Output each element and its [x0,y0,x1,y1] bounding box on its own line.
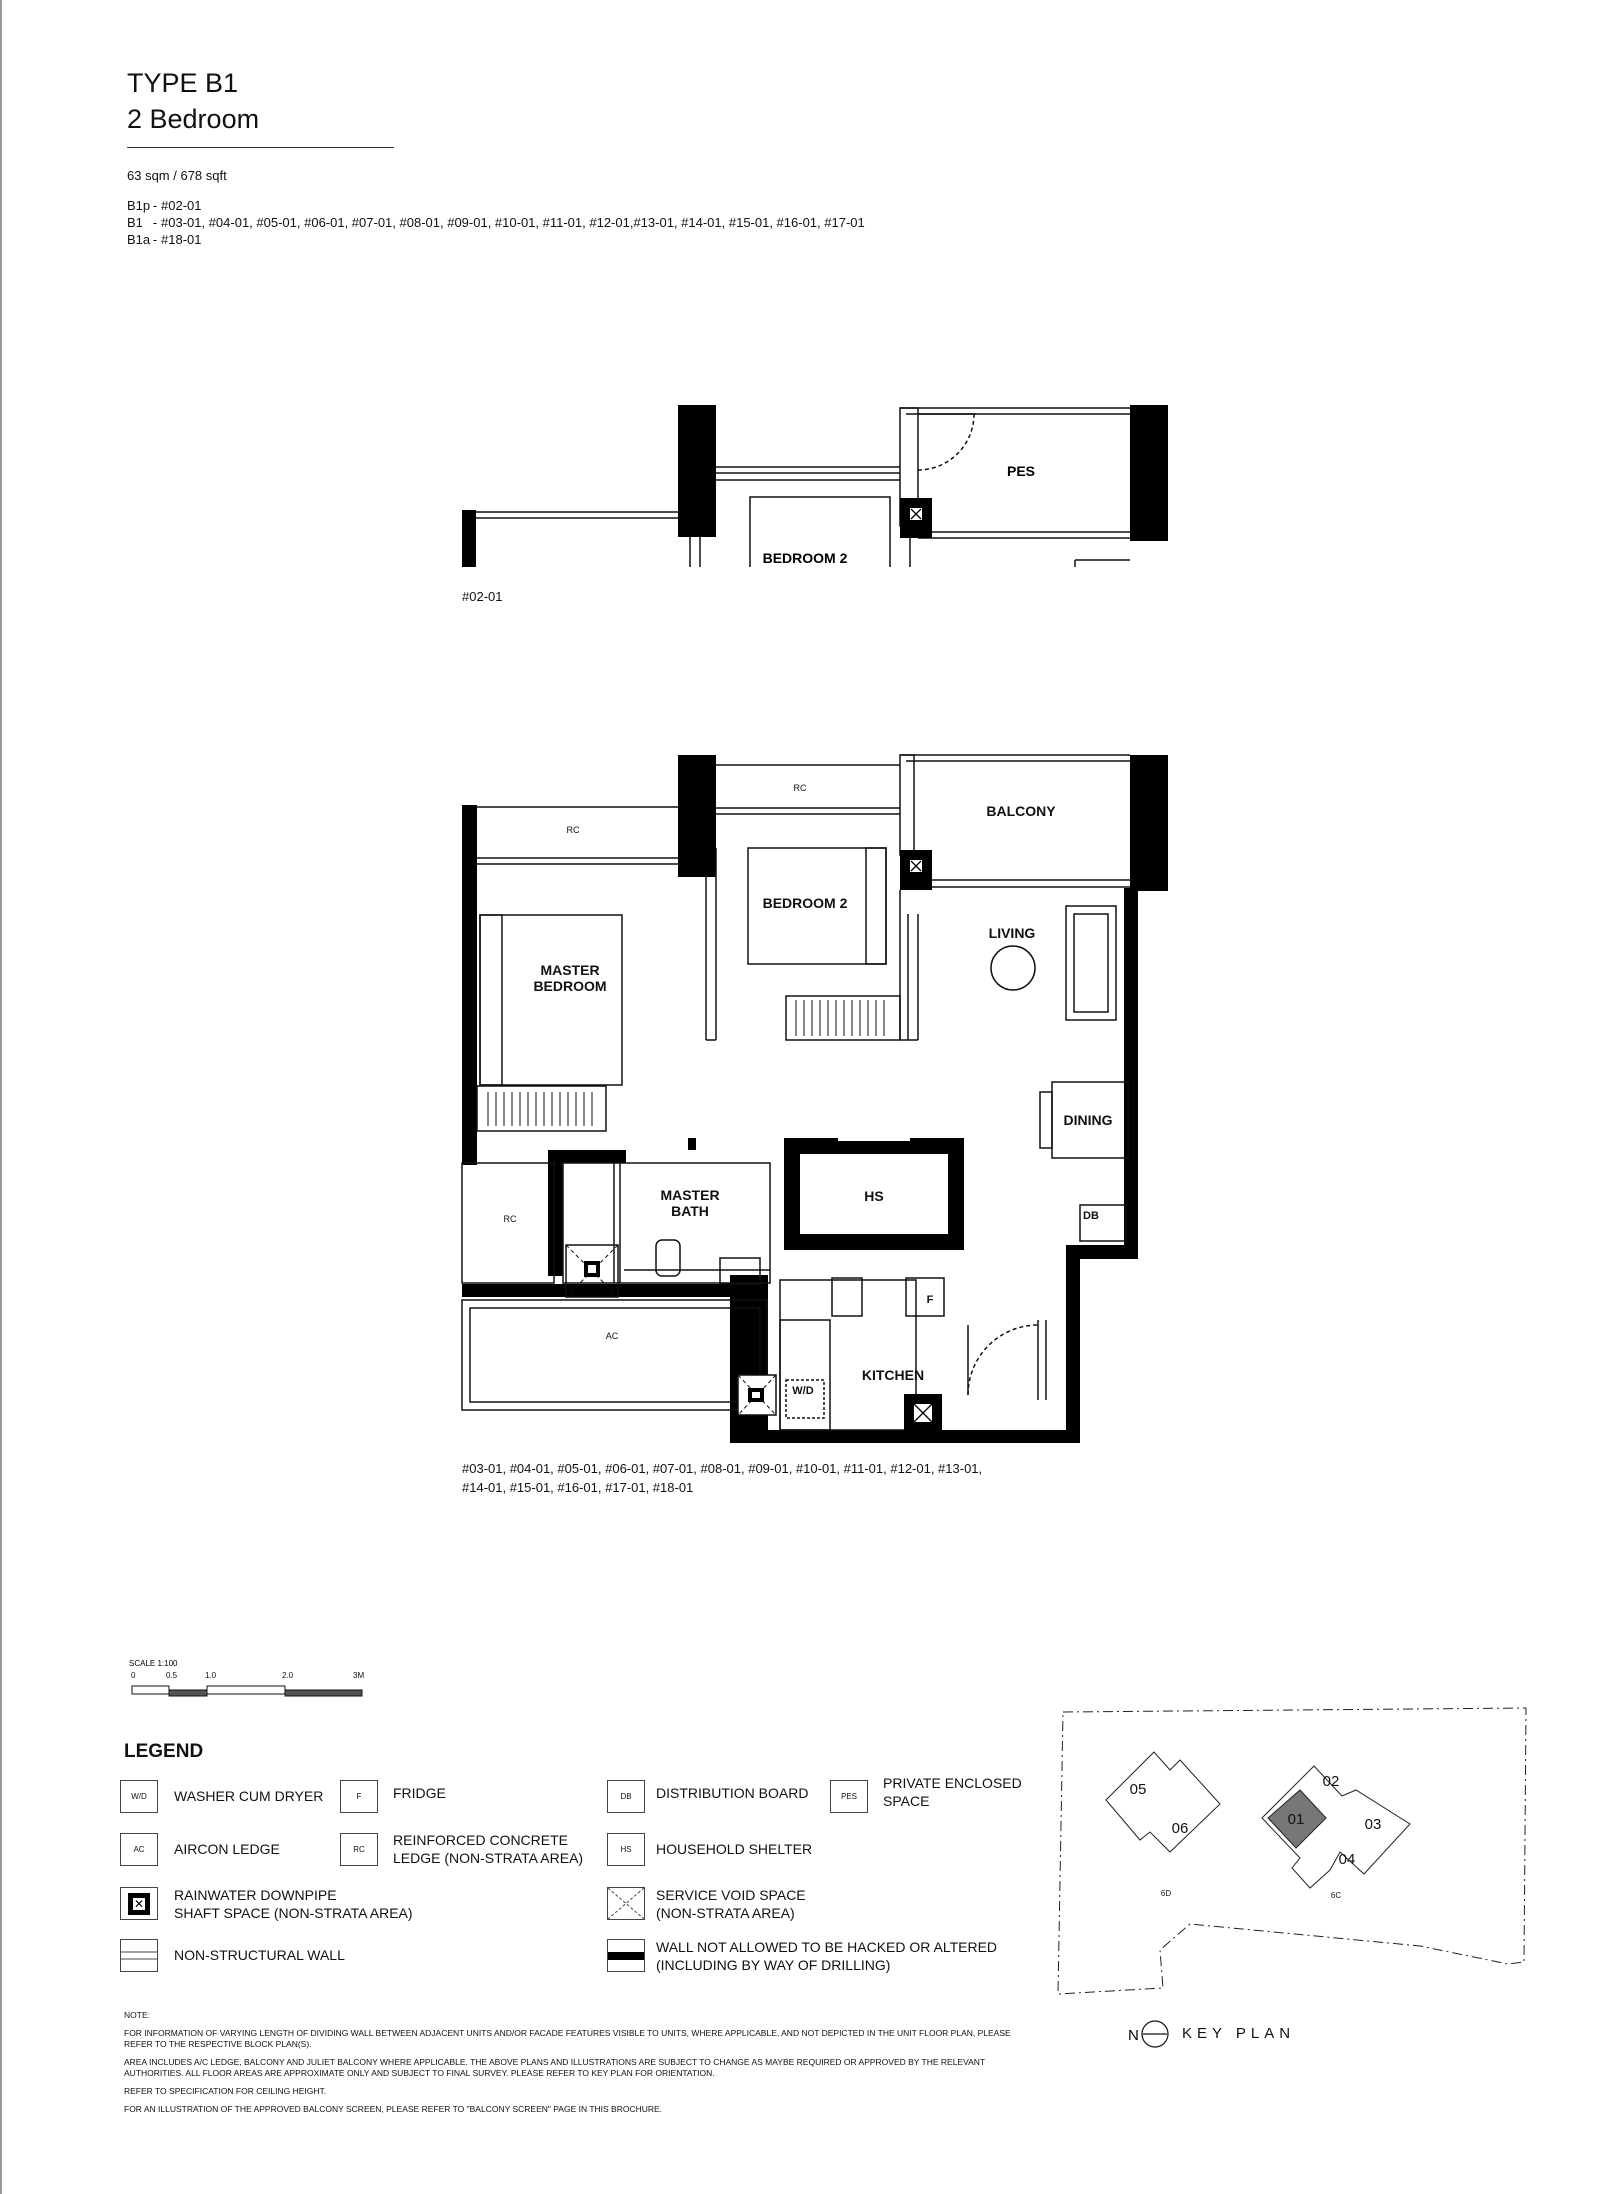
room-label-bedroom2-top: BEDROOM 2 [762,550,848,566]
note-item: AREA INCLUDES A/C LEDGE, BALCONY AND JULIET BALCONY WHERE APPLICABLE. THE ABOVE PLANS AND ILLUSTRATIONS ARE SUBJECT TO CHANGE AS MAYBE REQUIRED OR APPROVED BY THE RELEVANT AUTHORITIES. ALL FLOOR AREAS ARE APPROXIMATE ONLY AND SUBJECT TO FINAL SURVEY. PLEASE REFER TO KEY PLAN FOR ORIENTATION. [124,2057,985,2078]
legend-code-pes: PES [830,1780,868,1813]
legend-code-db: DB [607,1780,645,1813]
room-label-balcony: BALCONY [986,803,1056,819]
key-plan [1058,1708,1526,1994]
plan-top-caption: #02-01 [462,589,503,604]
room-label-kitchen: KITCHEN [861,1367,925,1383]
key-plan-block: 6D [1160,1889,1172,1898]
plan-main-caption-2: #14-01, #15-01, #16-01, #17-01, #18-01 [462,1480,694,1495]
key-plan-unit: 03 [1364,1816,1382,1833]
plan-top [462,405,1168,569]
room-label-rc-top: RC [793,783,807,793]
legend-label-wd: WASHER CUM DRYER [174,1788,324,1804]
non-structural-wall-icon [121,1940,157,1971]
room-label-bedroom2: BEDROOM 2 [762,895,848,911]
room-label-living: LIVING [988,925,1036,941]
plan-crop-mask [440,567,1180,587]
legend-label-db: DISTRIBUTION BOARD [656,1785,809,1801]
north-label: N [1128,2027,1139,2044]
unit-type-units: #18-01 [161,232,202,247]
legend-label-pes-2: SPACE [883,1793,930,1809]
room-label-master-bath-2: BATH [671,1203,709,1219]
page-subtitle: 2 Bedroom [127,104,260,134]
structural-wall [678,405,716,537]
key-plan-unit: 04 [1338,1851,1356,1868]
scale-tick: 0.5 [166,1671,178,1680]
legend-symbol-non-structural-wall [120,1939,158,1972]
legend-code-f: F [340,1780,378,1813]
legend-label-nsw: NON-STRUCTURAL WALL [174,1947,345,1963]
room-label-db: DB [1083,1210,1099,1222]
room-label-rc-left: RC [566,825,580,835]
scale-bar [132,1686,362,1696]
legend-title: LEGEND [124,1741,204,1762]
legend-code-hs: HS [607,1833,645,1866]
legend-label-hs: HOUSEHOLD SHELTER [656,1841,813,1857]
legend-label-rwdp-1: RAINWATER DOWNPIPE [174,1887,337,1903]
notes-heading: NOTE: [124,2010,150,2020]
page-title: TYPE B1 [127,68,239,98]
cross-icon: ✕ [133,1896,145,1911]
note-item: FOR AN ILLUSTRATION OF THE APPROVED BALCONY SCREEN, PLEASE REFER TO "BALCONY SCREEN" PAGE IN THIS BROCHURE. [124,2104,663,2114]
room-label-master-bedroom-1: MASTER [540,962,600,978]
unit-type-dash: - [152,215,158,230]
service-void-icon [608,1888,644,1919]
plan-main [462,755,1168,1443]
scale-tick: 2.0 [282,1671,294,1680]
room-label-wd: W/D [792,1385,814,1397]
legend-symbol-service-void [607,1887,645,1920]
note-item: REFER TO SPECIFICATION FOR CEILING HEIGHT. [124,2086,327,2096]
legend-symbol-wall [607,1939,645,1972]
room-label-fridge: F [926,1294,934,1306]
legend-label-svs-1: SERVICE VOID SPACE [656,1887,806,1903]
room-label-pes: PES [1006,463,1036,479]
legend-code-rc: RC [340,1833,378,1866]
key-plan-unit: 02 [1322,1773,1340,1790]
room-label-ac: AC [605,1331,619,1341]
room-label-master-bedroom-2: BEDROOM [533,978,607,994]
unit-type-dash: - [152,232,158,247]
unit-type-units: #03-01, #04-01, #05-01, #06-01, #07-01, #08-01, #09-01, #10-01, #11-01, #12-01,#13-01, #14-01, #15-01, #16-01, #17-01 [161,215,865,230]
unit-type-code: B1p [127,198,151,213]
room-label-hs: HS [864,1188,884,1204]
legend-label-rwdp-2: SHAFT SPACE (NON-STRATA AREA) [174,1905,413,1921]
unit-type-code: B1 [127,215,143,230]
scale-tick: 1.0 [205,1671,217,1680]
key-plan-unit-highlight: 01 [1287,1811,1305,1828]
legend-label-svs-2: (NON-STRATA AREA) [656,1905,795,1921]
plan-main-caption-1: #03-01, #04-01, #05-01, #06-01, #07-01, #08-01, #09-01, #10-01, #11-01, #12-01, #13-01, [462,1461,983,1476]
legend-code-ac: AC [120,1833,158,1866]
unit-area: 63 sqm / 678 sqft [127,168,227,183]
legend-label-wall-1: WALL NOT ALLOWED TO BE HACKED OR ALTERED [656,1939,998,1955]
legend-label-ac: AIRCON LEDGE [174,1841,280,1857]
unit-type-units: #02-01 [161,198,202,213]
wall-icon [608,1952,644,1960]
unit-type-code: B1a [127,232,151,247]
key-plan-unit: 05 [1129,1781,1147,1798]
legend-label-rc-2: LEDGE (NON-STRATA AREA) [393,1850,584,1866]
structural-wall [1130,405,1168,541]
legend-symbol-rainwater-downpipe [120,1887,158,1920]
downpipe-icon [128,1893,150,1915]
key-plan-block: 6C [1330,1891,1342,1900]
legend-code-wd: W/D [120,1780,158,1813]
scale-label: SCALE 1:100 [129,1659,178,1668]
structural-wall [462,510,476,567]
note-item: FOR INFORMATION OF VARYING LENGTH OF DIVIDING WALL BETWEEN ADJACENT UNITS AND/OR FACADE FEATURES VISIBLE TO UNITS, WHERE APPLICABLE, AND NOT DEPICTED IN THE UNIT FLOOR PLAN, PLEASE REFER TO THE RESPECTIVE BLOCK PLAN(S). [124,2028,1011,2049]
room-label-dining: DINING [1063,1112,1113,1128]
notes [124,2010,1024,2122]
legend-label-pes-1: PRIVATE ENCLOSED [883,1775,1022,1791]
scale-tick: 0 [131,1671,136,1680]
key-plan-label: KEY PLAN [1182,2025,1296,2042]
north-arrow-icon [1142,2021,1168,2047]
scale-tick: 3M [353,1671,365,1680]
legend-label-rc-1: REINFORCED CONCRETE [393,1832,569,1848]
legend-label-f: FRIDGE [393,1785,446,1801]
room-label-master-bath-1: MASTER [660,1187,720,1203]
key-plan-unit: 06 [1171,1820,1189,1837]
legend-label-wall-2: (INCLUDING BY WAY OF DRILLING) [656,1957,891,1973]
room-label-rc-bath: RC [503,1214,517,1224]
unit-type-dash: - [152,198,158,213]
